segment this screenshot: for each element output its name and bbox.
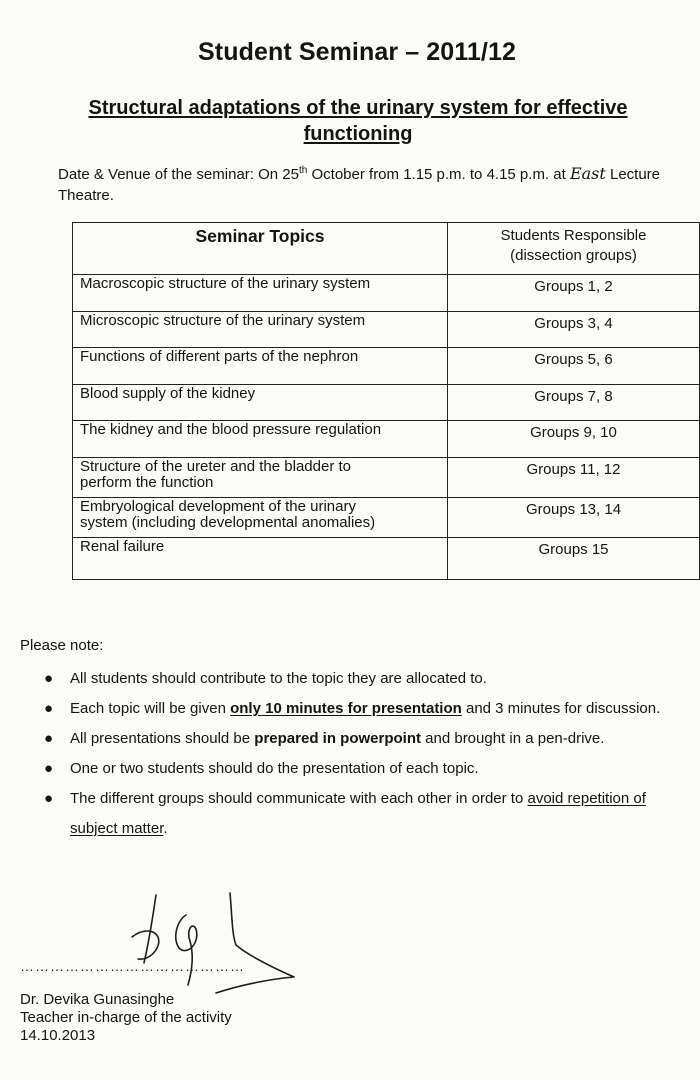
- topic-cell: [73, 497, 448, 537]
- topic-cell: [73, 457, 448, 497]
- groups-cell: Groups 11, 12: [448, 457, 700, 497]
- bullet-icon: ●: [44, 700, 54, 717]
- date-venue-suffix: Lecture Theatre.: [58, 166, 661, 204]
- date-venue-prefix: Date & Venue of the seminar: On 25: [58, 166, 299, 183]
- date-venue-middle: October from 1.15 p.m. to 4.15 p.m. at: [307, 166, 570, 183]
- list-item: [0, 784, 700, 844]
- note-text: and brought in a pen-drive.: [420, 730, 605, 747]
- list-item: [0, 694, 700, 724]
- note-text: The different groups should communicate with each other in order to: [70, 790, 528, 807]
- bullet-icon: ●: [44, 670, 54, 687]
- groups-cell: Groups 13, 14: [448, 497, 700, 537]
- note-text: One or two students should do the presentation of each topic.: [70, 760, 479, 777]
- bullet-icon: ●: [44, 790, 54, 807]
- groups-cell: Groups 15: [448, 537, 700, 579]
- table-row: [73, 348, 700, 385]
- note-text: and 3 minutes for discussion.: [461, 700, 661, 717]
- bullet-icon: ●: [44, 730, 54, 747]
- table-row: [73, 497, 700, 537]
- groups-cell: Groups 5, 6: [448, 348, 700, 385]
- signatory-name: Dr. Devika Gunasinghe: [20, 991, 175, 1008]
- topic-cell: Macroscopic structure of the urinary system: [73, 275, 448, 312]
- list-item: [0, 754, 700, 784]
- groups-cell: Groups 7, 8: [448, 384, 700, 421]
- table-row: [73, 275, 700, 312]
- table-header-row: [73, 223, 700, 275]
- list-item: [0, 724, 700, 754]
- page-title: Student Seminar – 2011/12: [198, 38, 516, 66]
- column-header-topics: Seminar Topics: [73, 223, 448, 275]
- topic-cell: Renal failure: [73, 537, 448, 579]
- note-text: .: [163, 820, 168, 837]
- bullet-icon: ●: [44, 760, 54, 777]
- groups-cell: Groups 9, 10: [448, 421, 700, 458]
- note-text: Each topic will be given: [70, 700, 231, 717]
- signatory-role: Teacher in-charge of the activity: [20, 1009, 232, 1026]
- signatory-block: [20, 991, 232, 1045]
- topic-cell: Blood supply of the kidney: [73, 384, 448, 421]
- topic-cell: The kidney and the blood pressure regulation: [73, 421, 448, 458]
- table-row: [73, 384, 700, 421]
- table-row: [73, 457, 700, 497]
- column-header-responsible: [448, 223, 700, 275]
- seminar-subject: Structural adaptations of the urinary system for effective functioning: [88, 97, 628, 145]
- column-header-responsible-line1: Students Responsible: [500, 227, 647, 244]
- handwritten-signature: [120, 885, 310, 995]
- note-emphasis: prepared in powerpoint: [254, 730, 421, 747]
- topic-cell-line2: perform the function: [80, 473, 214, 491]
- column-header-responsible-line2: (dissection groups): [510, 247, 637, 264]
- list-item: [0, 664, 700, 694]
- note-text: All presentations should be: [70, 730, 255, 747]
- table-row: [73, 311, 700, 348]
- note-emphasis: only 10 minutes for presentation: [230, 700, 462, 717]
- topic-cell: Functions of different parts of the nephron: [73, 348, 448, 385]
- notes-list: [0, 664, 700, 844]
- topic-cell: Microscopic structure of the urinary system: [73, 311, 448, 348]
- topic-cell-line2: system (including developmental anomalies): [80, 513, 376, 531]
- date-ordinal-suffix: th: [298, 165, 308, 176]
- note-text: All students should contribute to the topic they are allocated to.: [70, 670, 487, 687]
- handwritten-venue: East: [569, 164, 606, 183]
- signature-date: 14.10.2013: [20, 1027, 96, 1044]
- topic-cell-line1: Embryological development of the urinary: [80, 497, 356, 515]
- groups-cell: Groups 1, 2: [448, 275, 700, 312]
- seminar-topics-table: [72, 222, 700, 580]
- groups-cell: Groups 3, 4: [448, 311, 700, 348]
- table-row: [73, 421, 700, 458]
- table-row: [73, 537, 700, 579]
- signature-line: ………………………………………: [20, 958, 245, 974]
- note-emphasis: avoid repetition of subject matter: [70, 790, 646, 837]
- notes-heading: Please note:: [20, 637, 104, 654]
- date-venue: [58, 163, 698, 206]
- topic-cell-line1: Structure of the ureter and the bladder to: [80, 457, 352, 475]
